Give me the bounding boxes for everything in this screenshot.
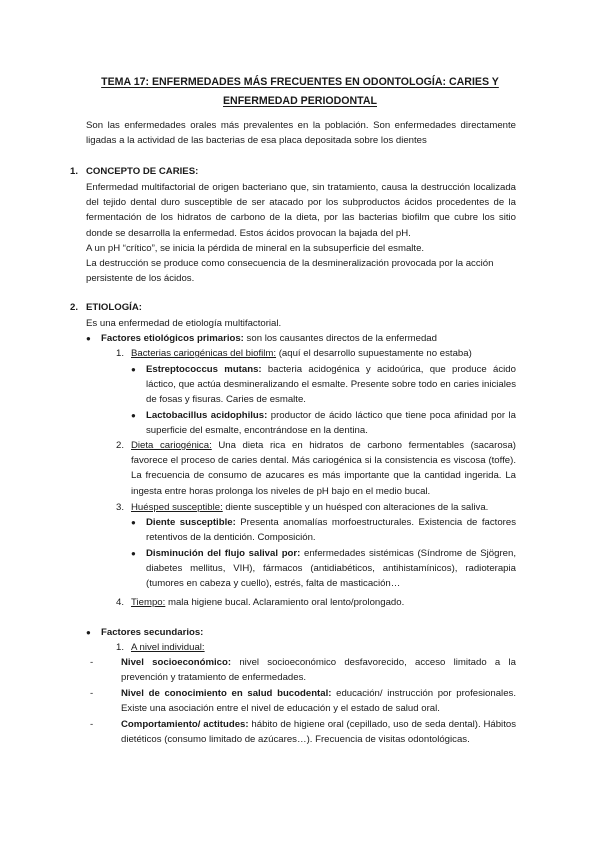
item-3-sub-1 <box>146 515 516 545</box>
bullet-icon: ● <box>131 549 136 558</box>
bullet-icon: ● <box>86 334 91 343</box>
secondary-item-2-text: educación/ instrucción por profesionales. Existe una asociación entre el nivel de educación y el estado de salud oral. <box>121 688 516 715</box>
item-2 <box>131 438 516 499</box>
section-1-paragraph-2: A un pH “crítico”, se inicia la pérdida de mineral en la subsuperficie del esmalte. <box>86 243 425 254</box>
bullet-icon: ● <box>131 411 136 420</box>
item-2-label: Dieta cariogénica: <box>131 440 212 451</box>
document-title: TEMA 17: ENFERMEDADES MÁS FRECUENTES EN ODONTOLOGÍA: CARIES Y ENFERMEDAD PERIODONTAL <box>101 76 499 107</box>
item-3 <box>131 500 521 515</box>
item-3-sub-1-text: Presenta anomalías morfoestructurales. Existencia de factores retentivos de la dentición. Composición. <box>146 517 516 544</box>
dash-icon: - <box>90 719 94 730</box>
section-2-intro: Es una enfermedad de etiología multifactorial. <box>86 318 282 329</box>
item-4-number: 4. <box>116 597 125 608</box>
bullet-icon: ● <box>131 365 136 374</box>
item-1-sub-1 <box>146 362 516 408</box>
secondary-item-1-text: nivel socioeconómico desfavorecido, acceso limitado a la prevención y tratamiento de enfermedades. <box>121 657 516 684</box>
primary-factors <box>101 331 521 346</box>
item-3-sub-1-label: Diente susceptible: <box>146 517 236 528</box>
primary-factors-text: son los causantes directos de la enfermedad <box>243 333 437 344</box>
section-2-number: 2. <box>70 302 79 313</box>
item-1-sub-2 <box>146 408 516 438</box>
item-4-text: mala higiene bucal. Aclaramiento oral lento/prolongado. <box>165 597 405 608</box>
secondary-item-1-label: Nivel socioeconómico: <box>121 657 232 668</box>
section-1-heading: CONCEPTO DE CARIES: <box>86 166 199 177</box>
item-3-label: Huésped susceptible: <box>131 502 223 513</box>
item-1 <box>131 346 521 361</box>
section-1-paragraph-3: La destrucción se produce como consecuencia de la desmineralización provocada por la acción persistente de los ácidos. <box>86 258 494 285</box>
bullet-icon: ● <box>86 628 91 637</box>
primary-factors-label: Factores etiológicos primarios: <box>101 333 244 344</box>
section-2-heading: ETIOLOGÍA: <box>86 302 142 313</box>
item-1-number: 1. <box>116 348 125 359</box>
item-3-sub-2 <box>146 546 516 592</box>
item-1-sub-1-text: bacteria acidogénica y acidoúrica, que produce ácido láctico, que actúa desmineralizando el esmalte. Presente sobre todo en caries iniciales de fosas y fisuras. Caries de esmalte. <box>146 364 516 406</box>
bullet-icon: ● <box>131 518 136 527</box>
section-1-paragraph-1: Enfermedad multifactorial de origen bacteriano que, sin tratamiento, causa la destrucción localizada del tejido dental duro susceptible de ser atacado por los subproductos ácidos procedentes de la fermentación de los hidratos de carbono de la dieta, por las bacterias biofilm que cubre los sitio donde se desarrolla la enfermedad. Estos ácidos provocan la bajada del pH. <box>86 182 516 239</box>
item-1-sub-2-label: Lactobacillus acidophilus: <box>146 410 268 421</box>
item-3-text: diente susceptible y un huésped con alteraciones de la saliva. <box>222 502 489 513</box>
section-1-number: 1. <box>70 166 79 177</box>
item-4-label: Tiempo: <box>131 597 166 608</box>
item-2-text: Una dieta rica en hidratos de carbono fermentables (sacarosa) favorece el proceso de caries dental. Más cariogénica si la consistencia es viscosa (toffe). La frecuencia de consumo de azucares es más importante que la cantidad ingerida. La ingesta entre horas prolonga los niveles de pH bajo en el medio bucal. <box>131 440 516 497</box>
item-3-sub-2-label: Disminución del flujo salival por: <box>146 548 301 559</box>
item-4 <box>131 595 521 610</box>
item-1-sub-1-label: Estreptococcus mutans: <box>146 364 262 375</box>
secondary-item-3-text: hábito de higiene oral (cepillado, uso de seda dental). Hábitos dietéticos (consumo limitado de azúcares…). Frecuencia de visitas odontológicas. <box>121 719 516 746</box>
secondary-factors-label: Factores secundarios: <box>101 627 204 638</box>
intro-paragraph: Son las enfermedades orales más prevalentes en la población. Son enfermedades directamente ligadas a la actividad de las bacterias de esa placa depositada sobre los dientes <box>86 120 516 147</box>
secondary-item-1 <box>121 655 516 685</box>
dash-icon: - <box>90 688 94 699</box>
secondary-item-2 <box>121 686 516 716</box>
item-1-label: Bacterias cariogénicas del biofilm: <box>131 348 277 359</box>
item-1-text: (aquí el desarrollo supuestamente no estaba) <box>276 348 472 359</box>
secondary-sub-label: A nivel individual: <box>131 642 205 653</box>
secondary-sub-number: 1. <box>116 642 125 653</box>
secondary-item-3-label: Comportamiento/ actitudes: <box>121 719 249 730</box>
item-2-number: 2. <box>116 440 125 451</box>
item-3-number: 3. <box>116 502 125 513</box>
item-1-sub-2-text: productor de ácido láctico que tiene poca afinidad por la superficie del esmalte, encontrándose en la dentina. <box>146 410 516 437</box>
secondary-item-3 <box>121 717 516 747</box>
dash-icon: - <box>90 657 94 668</box>
secondary-item-2-label: Nivel de conocimiento en salud bucodental: <box>121 688 332 699</box>
item-3-sub-2-text: enfermedades sistémicas (Síndrome de Sjögren, diabetes mellitus, VIH), fármacos (antidiabéticos, antihistamínicos), radioterapia (tumores en cabeza y cuello), estrés, falta de masticación… <box>146 548 516 590</box>
